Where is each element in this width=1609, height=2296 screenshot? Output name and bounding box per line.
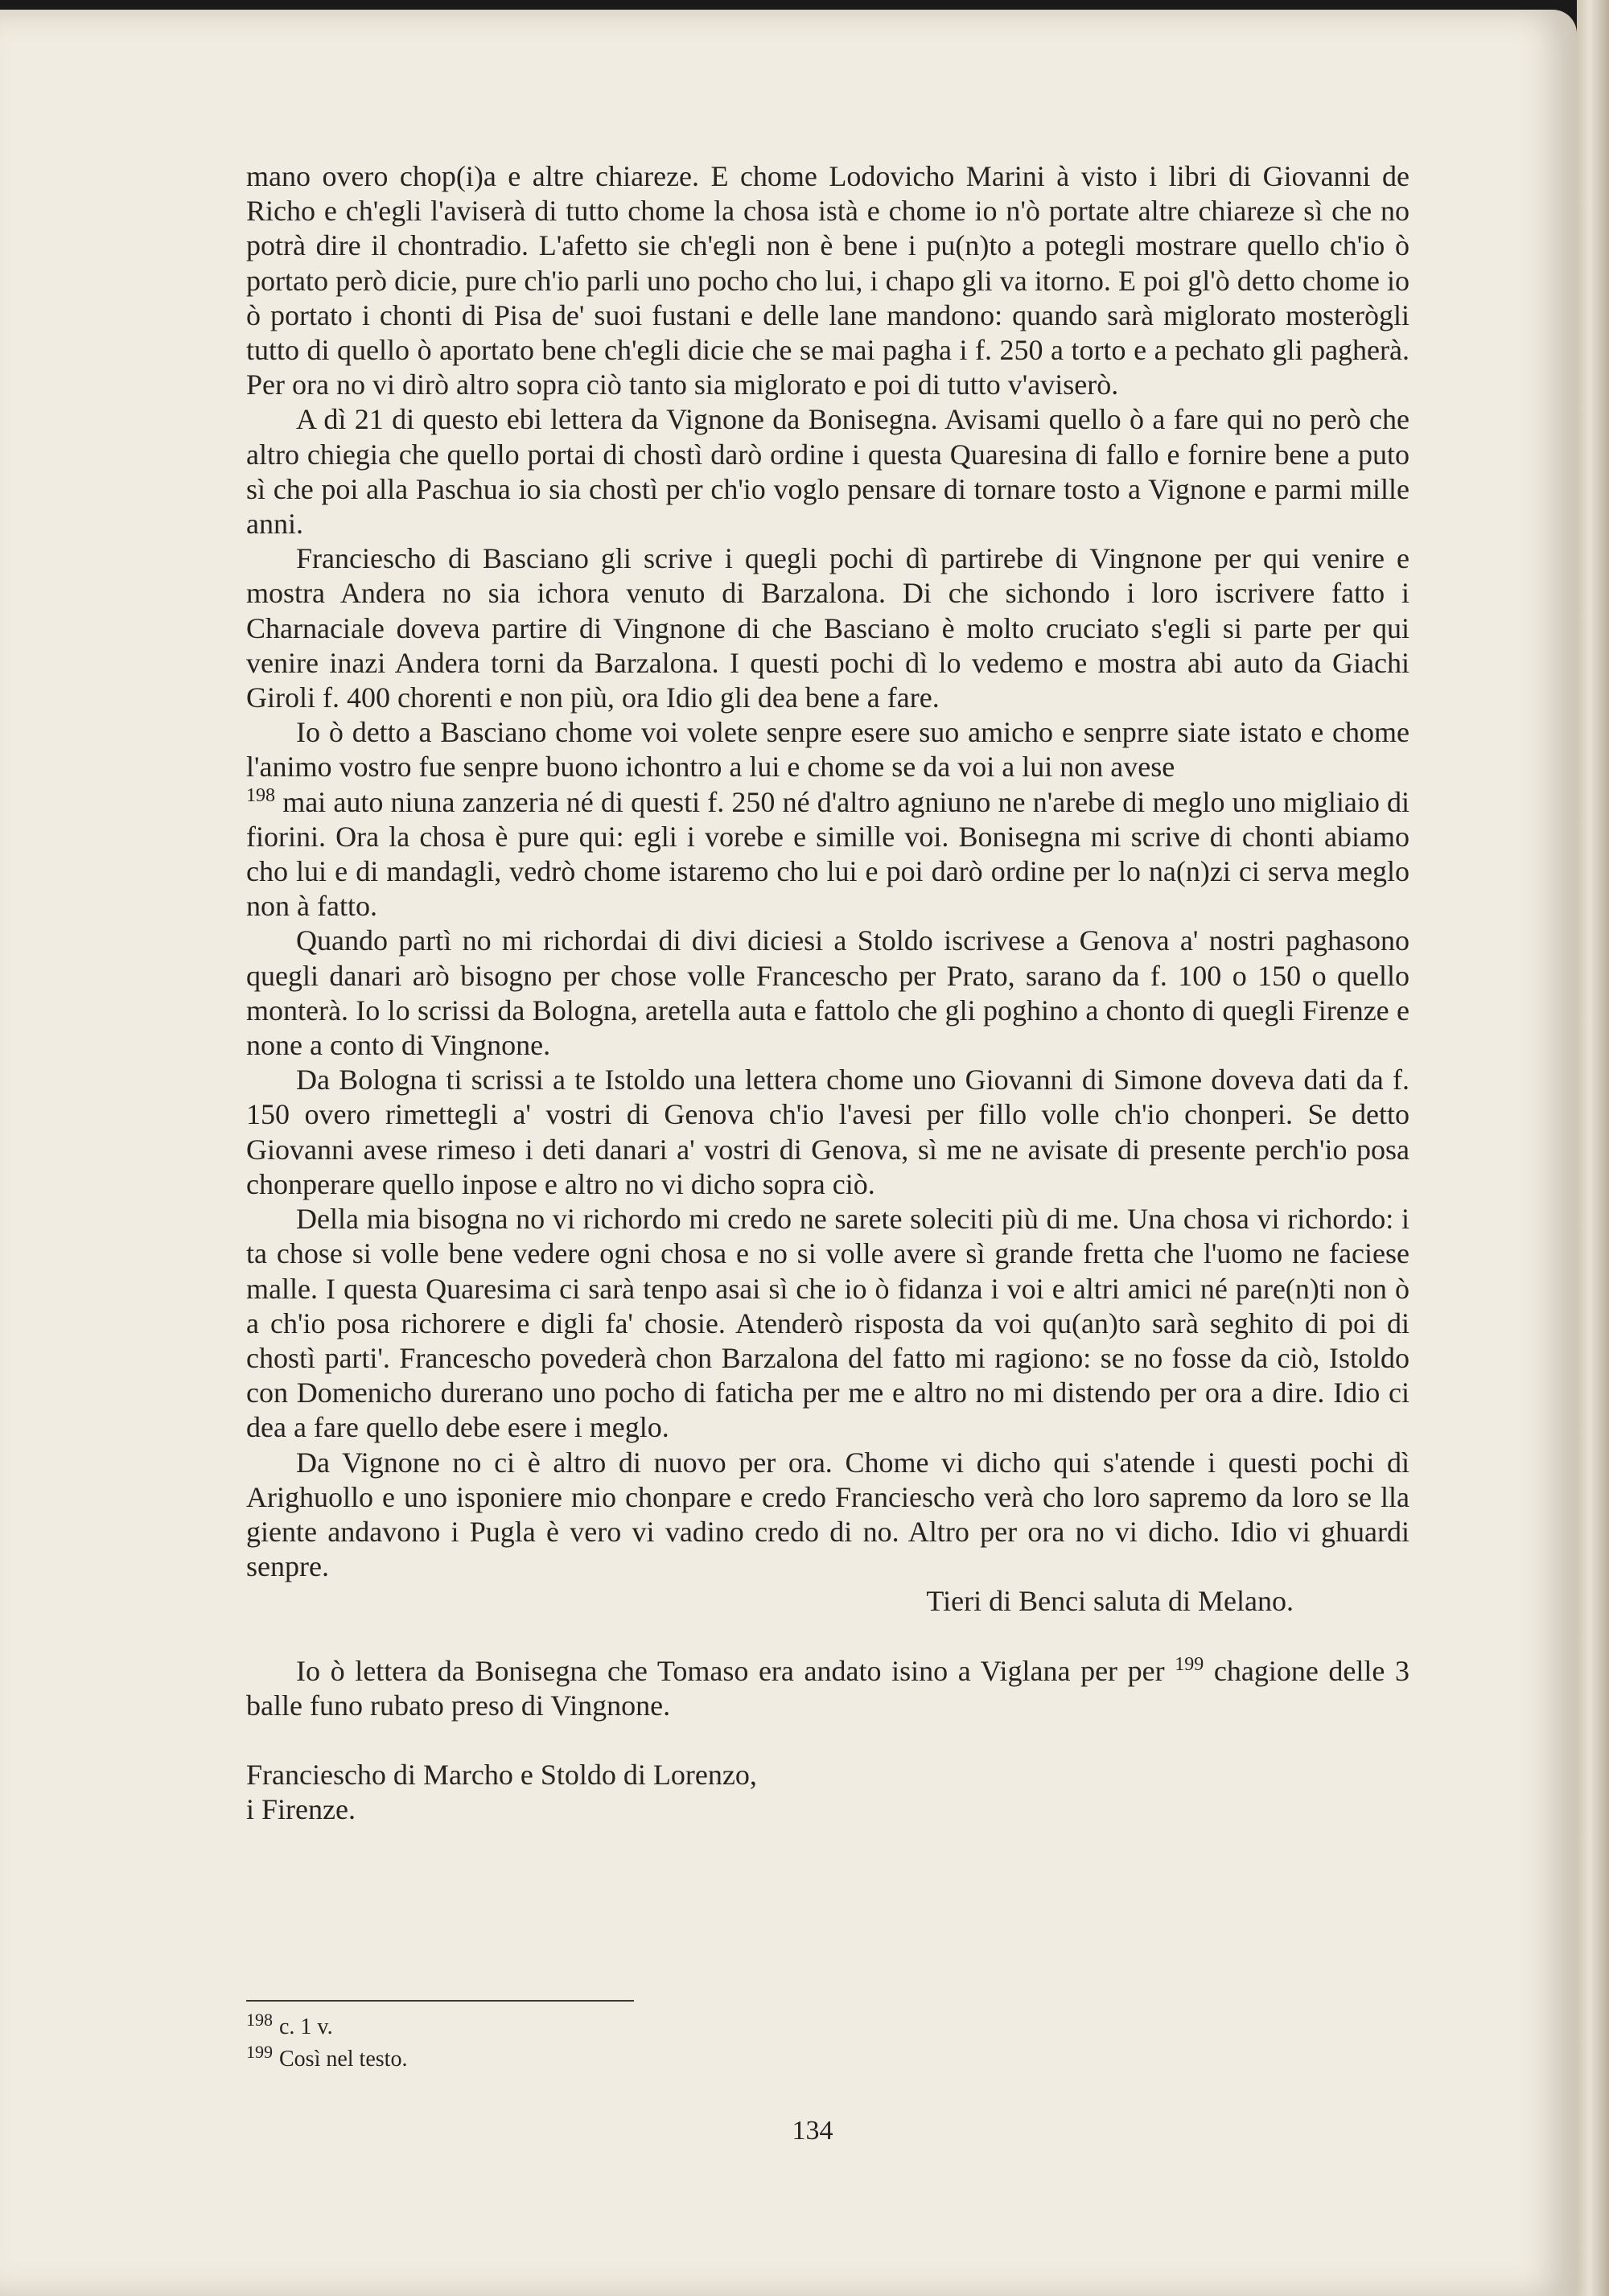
paragraph-5 xyxy=(246,785,1409,924)
page-edge xyxy=(1577,0,1609,2296)
paragraph-6: Quando partì no mi richordai di divi diciesi a Stoldo iscrivese a Genova a' nostri paghasono quegli danari arò bisogno per chose volle Francescho per Prato, sarano da f. 100 o 150 o quello monterà. Io lo scrissi da Bologna, aretella auta e fattolo che gli poghino a chonto di quegli Firenze e none a conto di Vingnone. xyxy=(246,924,1409,1062)
paragraph-8: Della mia bisogna no vi richordo mi credo ne sarete soleciti più di me. Una chosa vi richordo: i ta chose si volle bene vedere ogni chosa e no si volle avere sì grande fretta che l'uomo ne faciese malle. I questa Quaresima ci sarà tenpo asai sì che io ò fidanza i voi e altri amici né pare(n)ti non ò a ch'io posa richorere e digli fa' chosie. Atenderò risposta da voi qu(an)to sarà seghito di poi di chostì parti'. Francescho povederà chon Barzalona del fatto mi ragiono: se no fosse da ciò, Istoldo con Domenicho durerano uno pocho di faticha per me e altro no mi distendo per ora a dire. Idio ci dea a fare quello debe esere i meglo. xyxy=(246,1203,1409,1444)
paragraph-4: Io ò detto a Basciano chome voi volete senpre esere suo amicho e senprre siate istato e chome l'animo vostro fue senpre buono ichontro a lui e chome se da voi a lui non avese xyxy=(246,716,1409,784)
footnote-text: c. 1 v. xyxy=(279,2014,333,2039)
footnote-199 xyxy=(246,2043,407,2076)
spacer xyxy=(246,1619,1409,1654)
paragraph-7: Da Bologna ti scrissi a te Istoldo una lettera chome uno Giovanni di Simone doveva dati da f. 150 overo rimettegli a' vostri di Genova ch'io l'avesi per fillo volle ch'io chonperi. Se detto Giovanni avese rimeso i deti danari a' vostri di Genova, sì me ne avisate di presente perch'io posa chonperare quello inpose e altro no vi dicho sopra ciò. xyxy=(246,1064,1409,1200)
paragraph-2: A dì 21 di questo ebi lettera da Vignone da Bonisegna. Avisami quello ò a fare qui no però che altro chiegia che quello portai di chostì darò ordine i questa Quaresina di fallo e fornire bene a puto sì che poi alla Paschua io sia chostì per ch'io voglo pensare di tornare tosto a Vignone e parmi mille anni. xyxy=(246,403,1409,541)
postscript-text-2: chagione delle 3 balle funo rubato preso di Vingnone. xyxy=(246,1654,1410,1722)
paragraph-1: mano overo chop(i)a e altre chiareze. E chome Lodovicho Marini à visto i libri di Giovanni de Richo e ch'egli l'aviserà di tutto chome la chosa istà e chome io n'ò portate altre chiareze sì che no potrà dire il chontradio. L'afetto sie ch'egli non è bene i pu(n)to a potegli mostrare quello ch'io ò portato però dicie, pure ch'io parli uno pocho cho lui, i chapo gli va itorno. E poi gl'ò detto chome io ò portato i chonti di Pisa de' suoi fustani e delle lane mandono: quando sarà miglorato mosterògli tutto di quello ò aportato bene ch'egli dicie che se mai pagha i f. 250 a torto e a pechato gli pagherà. Per ora no vi dirò altro sopra ciò tanto sia miglorato e poi di tutto v'aviserò. xyxy=(246,160,1409,401)
footnote-number: 198 xyxy=(246,2009,273,2030)
signature: Tieri di Benci saluta di Melano. xyxy=(926,1585,1294,1618)
footnote-198 xyxy=(246,2011,407,2043)
paragraph-5-text: mai auto niuna zanzeria né di questi f. 250 né d'altro agniuno ne n'arebe di meglo uno migliaio di fiorini. Ora la chosa è pure qui: egli i vorebe e simille voi. Bonisegna mi scrive di chonti abiamo cho lui e di mandagli, vedrò chome istaremo cho lui e poi darò ordine per lo na(n)zi ci serva meglo non à fatto. xyxy=(246,785,1409,923)
address-line-1: Franciescho di Marcho e Stoldo di Lorenzo, xyxy=(246,1758,757,1791)
letter-body xyxy=(246,159,1409,1827)
postscript xyxy=(246,1654,1409,1723)
postscript-text-1: Io ò lettera da Bonisegna che Tomaso era andato isino a Viglana per per xyxy=(296,1654,1165,1687)
footnote-number: 199 xyxy=(246,2041,273,2062)
paragraph-3: Franciescho di Basciano gli scrive i quegli pochi dì partirebe di Vingnone per qui venire e mostra Andera no sia ichora venuto di Barzalona. Di che sichondo i loro iscrivere fatto i Charnaciale doveva partire di Vingnone di che Basciano è molto cruciato s'egli si parte per qui venire inazi Andera torni da Barzalona. I questi pochi dì lo vedemo e mostra abi auto da Giachi Giroli f. 400 chorenti e non più, ora Idio gli dea bene a fare. xyxy=(246,542,1409,714)
footnote-text: Così nel testo. xyxy=(279,2047,408,2072)
page-number: 134 xyxy=(792,2116,833,2146)
footnote-ref-198: 198 xyxy=(246,784,275,806)
footnotes xyxy=(246,2011,407,2076)
paragraph-9: Da Vignone no ci è altro di nuovo per ora. Chome vi dicho qui s'atende i questi pochi dì Arighuollo e uno isponiere mio chonpare e credo Franciescho verà cho loro sapremo da loro se lla giente andavono i Pugla è vero vi vadino credo di no. Altro per ora no vi dicho. Idio vi ghuardi senpre. xyxy=(246,1446,1409,1583)
address-line-2: i Firenze. xyxy=(246,1793,356,1826)
footnote-ref-199: 199 xyxy=(1175,1653,1204,1675)
footnote-rule xyxy=(246,2000,634,2002)
